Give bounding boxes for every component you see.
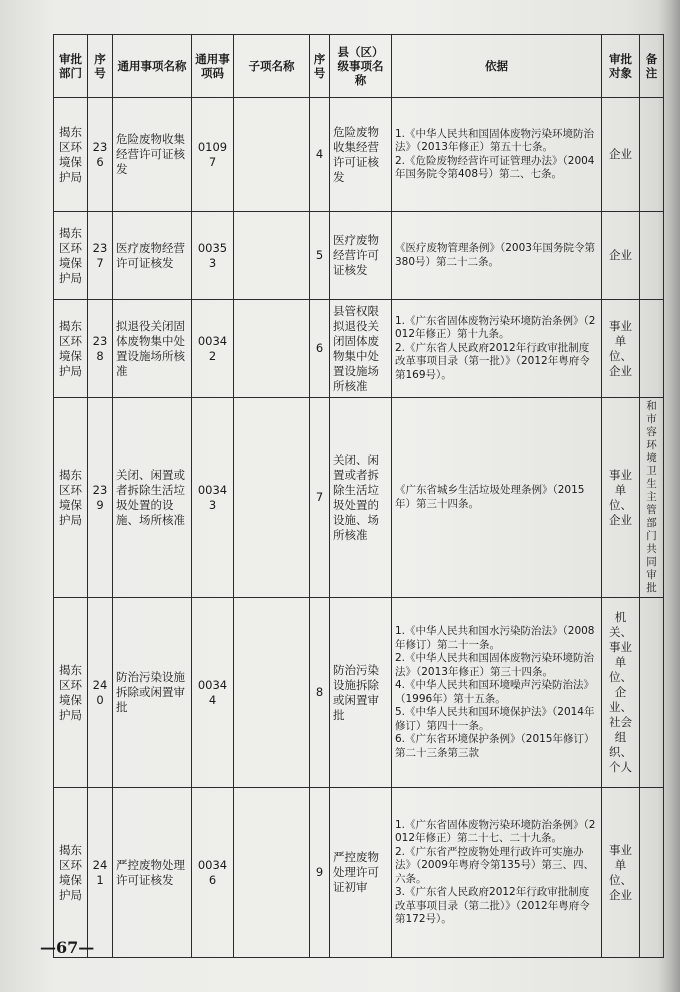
header-sub-name: 子项名称 [234, 35, 310, 98]
cell-county-name: 县管权限拟退役关闭固体废物集中处置设施场所核准 [330, 300, 392, 398]
cell-county-seq: 6 [310, 300, 330, 398]
basis-line: 1.《广东省固体废物污染环境防治条例》（2012年修正）第十九条。 [395, 314, 596, 341]
table-row [54, 598, 664, 788]
basis-line: 4.《中华人民共和国环境噪声污染防治法》（1996年）第十五条。 [395, 679, 595, 705]
table-row [54, 788, 664, 958]
cell-item-name: 危险废物收集经营许可证核发 [113, 98, 192, 212]
basis-line: 6.《广东省环境保护条例》（2015年修订）第二十三条第三款 [395, 733, 595, 759]
cell-basis [392, 98, 602, 212]
basis-line: 《广东省城乡生活垃圾处理条例》（2015年）第三十四条。 [395, 484, 585, 510]
cell-county-seq: 4 [310, 98, 330, 212]
cell-sub-name [234, 212, 310, 300]
approval-items-table [53, 34, 664, 958]
cell-note [640, 598, 664, 788]
cell-sub-name [234, 598, 310, 788]
cell-sub-name [234, 98, 310, 212]
cell-target: 事业单位、企业 [602, 300, 640, 398]
basis-line: 2.《危险废物经营许可证管理办法》（2004年国务院令第408号）第二、七条。 [395, 154, 595, 180]
header-basis: 依据 [392, 35, 602, 98]
cell-target: 企业 [602, 212, 640, 300]
basis-line: 《医疗废物管理条例》（2003年国务院令第380号）第二十二条。 [395, 242, 595, 268]
cell-item-name: 严控废物处理许可证核发 [113, 788, 192, 958]
header-seq: 序号 [88, 35, 113, 98]
cell-basis [392, 598, 602, 788]
cell-seq: 240 [88, 598, 113, 788]
basis-line: 5.《中华人民共和国环境保护法》（2014年修订）第四十一条。 [395, 706, 595, 732]
cell-sub-name [234, 300, 310, 398]
cell-item-name: 医疗废物经营许可证核发 [113, 212, 192, 300]
header-note: 备注 [640, 35, 664, 98]
cell-target: 事业单位、企业 [602, 398, 640, 598]
basis-line: 2.《中华人民共和国固体废物污染环境防治法》（2013年修正）第三十四条。 [395, 652, 595, 678]
cell-sub-name [234, 398, 310, 598]
table-row [54, 212, 664, 300]
cell-target: 机关、事业单位、企业、社会组织、个人 [602, 598, 640, 788]
cell-dept: 揭东区环境保护局 [54, 300, 88, 398]
cell-seq: 237 [88, 212, 113, 300]
table-row [54, 398, 664, 598]
cell-basis [392, 300, 602, 398]
basis-line: 2.《广东省人民政府2012年行政审批制度改革事项目录（第一批）》（2012年粤府令第169号）。 [395, 341, 590, 381]
basis-line: 1.《广东省固体废物污染环境防治条例》（2012年修正）第二十七、二十九条。 [395, 818, 596, 844]
cell-item-code: 00342 [192, 300, 234, 398]
cell-target: 企业 [602, 98, 640, 212]
cell-sub-name [234, 788, 310, 958]
header-dept: 审批部门 [54, 35, 88, 98]
header-county-seq: 序号 [310, 35, 330, 98]
cell-dept: 揭东区环境保护局 [54, 398, 88, 598]
basis-line: 2.《广东省严控废物处理行政许可实施办法》（2009年粤府令第135号）第三、四、六条。 [395, 845, 595, 885]
cell-note [640, 98, 664, 212]
cell-county-name: 严控废物处理许可证初审 [330, 788, 392, 958]
cell-seq: 236 [88, 98, 113, 212]
cell-county-seq: 5 [310, 212, 330, 300]
table-header-row [54, 35, 664, 98]
cell-note [640, 212, 664, 300]
cell-county-name: 危险废物收集经营许可证核发 [330, 98, 392, 212]
cell-note [640, 788, 664, 958]
cell-note [640, 300, 664, 398]
cell-dept: 揭东区环境保护局 [54, 98, 88, 212]
cell-county-name: 医疗废物经营许可证核发 [330, 212, 392, 300]
header-county-name: 县（区）级事项名称 [330, 35, 392, 98]
cell-basis [392, 788, 602, 958]
header-item-name: 通用事项名称 [113, 35, 192, 98]
cell-item-code: 00344 [192, 598, 234, 788]
table-row [54, 98, 664, 212]
cell-county-seq: 8 [310, 598, 330, 788]
cell-county-name: 关闭、闲置或者拆除生活垃圾处置的设施、场所核准 [330, 398, 392, 598]
cell-item-code: 01097 [192, 98, 234, 212]
cell-county-name: 防治污染设施拆除或闲置审批 [330, 598, 392, 788]
cell-county-seq: 7 [310, 398, 330, 598]
cell-basis [392, 212, 602, 300]
cell-seq: 238 [88, 300, 113, 398]
page-number: —67— [40, 938, 95, 957]
cell-note: 和市容环境卫生主管部门共同审批 [640, 398, 664, 598]
cell-dept: 揭东区环境保护局 [54, 788, 88, 958]
basis-line: 1.《中华人民共和国固体废物污染环境防治法》（2013年修正）第五十七条。 [395, 127, 595, 153]
table-row [54, 300, 664, 398]
cell-seq: 239 [88, 398, 113, 598]
header-item-code: 通用事项码 [192, 35, 234, 98]
cell-dept: 揭东区环境保护局 [54, 212, 88, 300]
cell-basis [392, 398, 602, 598]
cell-item-code: 00353 [192, 212, 234, 300]
basis-line: 3.《广东省人民政府2012年行政审批制度改革事项目录（第二批）》（2012年粤府令第172号）。 [395, 886, 590, 925]
cell-item-code: 00346 [192, 788, 234, 958]
cell-dept: 揭东区环境保护局 [54, 598, 88, 788]
cell-item-name: 防治污染设施拆除或闲置审批 [113, 598, 192, 788]
cell-item-name: 关闭、闲置或者拆除生活垃圾处置的设施、场所核准 [113, 398, 192, 598]
cell-item-name: 拟退役关闭固体废物集中处置设施场所核准 [113, 300, 192, 398]
cell-item-code: 00343 [192, 398, 234, 598]
header-target: 审批对象 [602, 35, 640, 98]
cell-seq: 241 [88, 788, 113, 958]
basis-line: 1.《中华人民共和国水污染防治法》（2008年修订）第二十一条。 [395, 625, 595, 651]
cell-target: 事业单位、企业 [602, 788, 640, 958]
cell-county-seq: 9 [310, 788, 330, 958]
